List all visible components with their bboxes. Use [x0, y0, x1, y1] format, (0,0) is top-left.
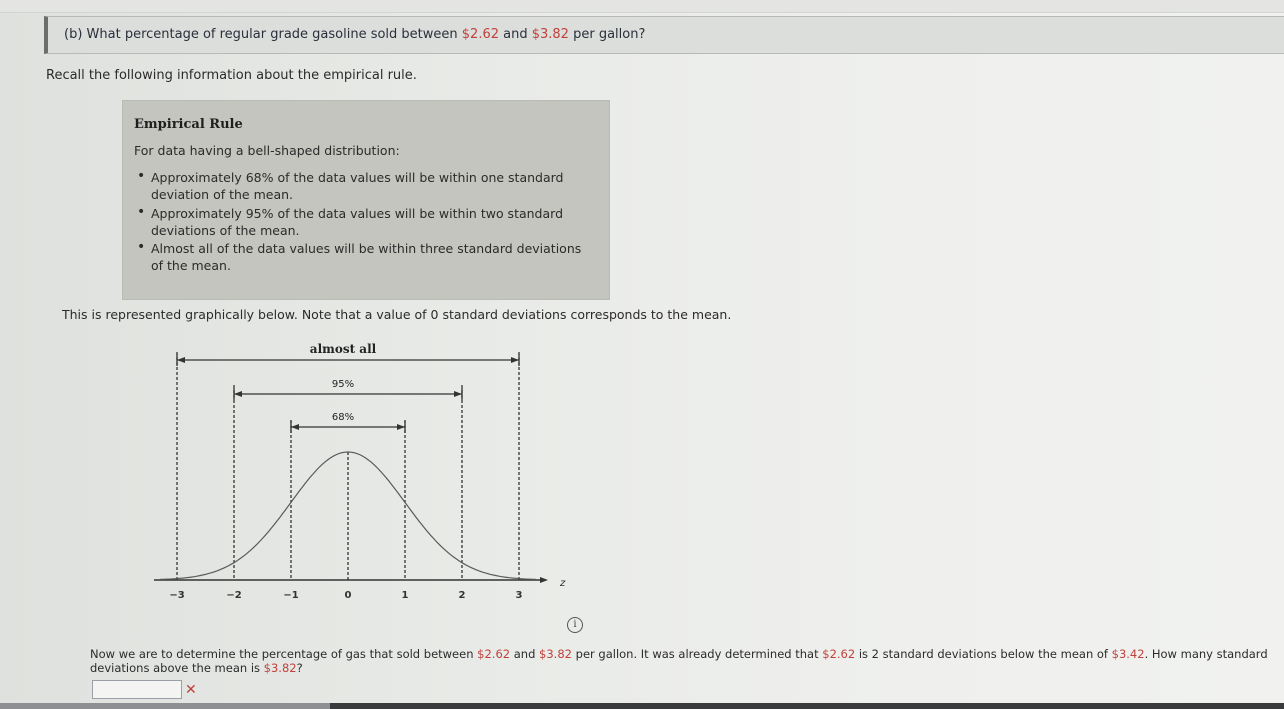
- now-text-value: $2.62: [477, 647, 511, 661]
- answer-input[interactable]: [92, 680, 182, 699]
- recall-text: Recall the following information about the empirical rule.: [46, 68, 417, 83]
- range-label: almost all: [309, 342, 377, 356]
- empirical-rule-box: [123, 101, 609, 299]
- now-text-part: Now we are to determine the percentage of gas that sold between: [90, 647, 478, 661]
- now-text-part: and: [510, 647, 540, 661]
- z-tick-label: 2: [458, 590, 466, 601]
- question-mid: and: [499, 27, 532, 42]
- rule-bullet-text: Approximately 95% of the data values will be within two standard deviations of the mean.: [151, 206, 564, 238]
- z-tick-label: 3: [515, 590, 523, 601]
- range-label: 95%: [331, 379, 355, 390]
- bullet-dot: •: [137, 239, 146, 255]
- now-text-part: ?: [296, 661, 303, 675]
- rule-intro: For data having a bell-shaped distribution:: [134, 143, 400, 158]
- question-suffix: per gallon?: [568, 27, 646, 42]
- empirical-rule-chart: [148, 340, 568, 612]
- range-arrowhead-left: [177, 357, 185, 363]
- z-tick-label: 1: [401, 590, 409, 601]
- question-prefix: (b) What percentage of regular grade gasoline sold between: [64, 27, 462, 42]
- now-text-value: $3.42: [1111, 647, 1145, 661]
- range-arrowhead-right: [397, 424, 405, 430]
- range-arrowhead-right: [511, 357, 519, 363]
- z-axis-label: z: [560, 578, 566, 589]
- bell-curve: [160, 452, 536, 579]
- range-arrowhead-left: [291, 424, 299, 430]
- now-text: [90, 647, 1270, 675]
- question-value-high: $3.82: [531, 27, 569, 42]
- range-label: 68%: [331, 412, 355, 423]
- bullet-dot: •: [137, 204, 146, 220]
- z-tick-label: 0: [344, 590, 352, 601]
- graph-intro-text: This is represented graphically below. Note that a value of 0 standard deviations corresponds to the mean.: [62, 307, 732, 322]
- z-tick-label: −2: [226, 590, 242, 601]
- question-value-low: $2.62: [461, 27, 499, 42]
- question-text: [64, 27, 645, 42]
- rule-bullet-text: Almost all of the data values will be within three standard deviations of the mean.: [151, 241, 582, 273]
- top-strip: [0, 0, 1284, 13]
- rule-title: Empirical Rule: [134, 117, 243, 132]
- incorrect-mark-icon: ✕: [185, 682, 197, 698]
- now-text-value: $3.82: [539, 647, 572, 661]
- z-tick-label: −3: [169, 590, 185, 601]
- z-tick-label: −1: [283, 590, 299, 601]
- range-arrowhead-right: [454, 391, 462, 397]
- question-bar: [44, 16, 1284, 54]
- bullet-dot: •: [137, 168, 146, 184]
- range-arrowhead-left: [234, 391, 242, 397]
- info-icon[interactable]: i: [567, 617, 583, 633]
- now-text-part: . How many standard deviations above the mean is: [90, 647, 1268, 675]
- rule-bullet-text: Approximately 68% of the data values will be within one standard deviation of the mean.: [151, 170, 564, 202]
- now-text-value: $3.82: [263, 661, 297, 675]
- now-text-value: $2.62: [822, 647, 856, 661]
- now-text-part: per gallon. It was already determined that: [571, 647, 823, 661]
- bottom-bar-segment: [0, 703, 330, 709]
- now-text-part: is 2 standard deviations below the mean of: [855, 647, 1112, 661]
- z-axis-arrow: [540, 577, 548, 583]
